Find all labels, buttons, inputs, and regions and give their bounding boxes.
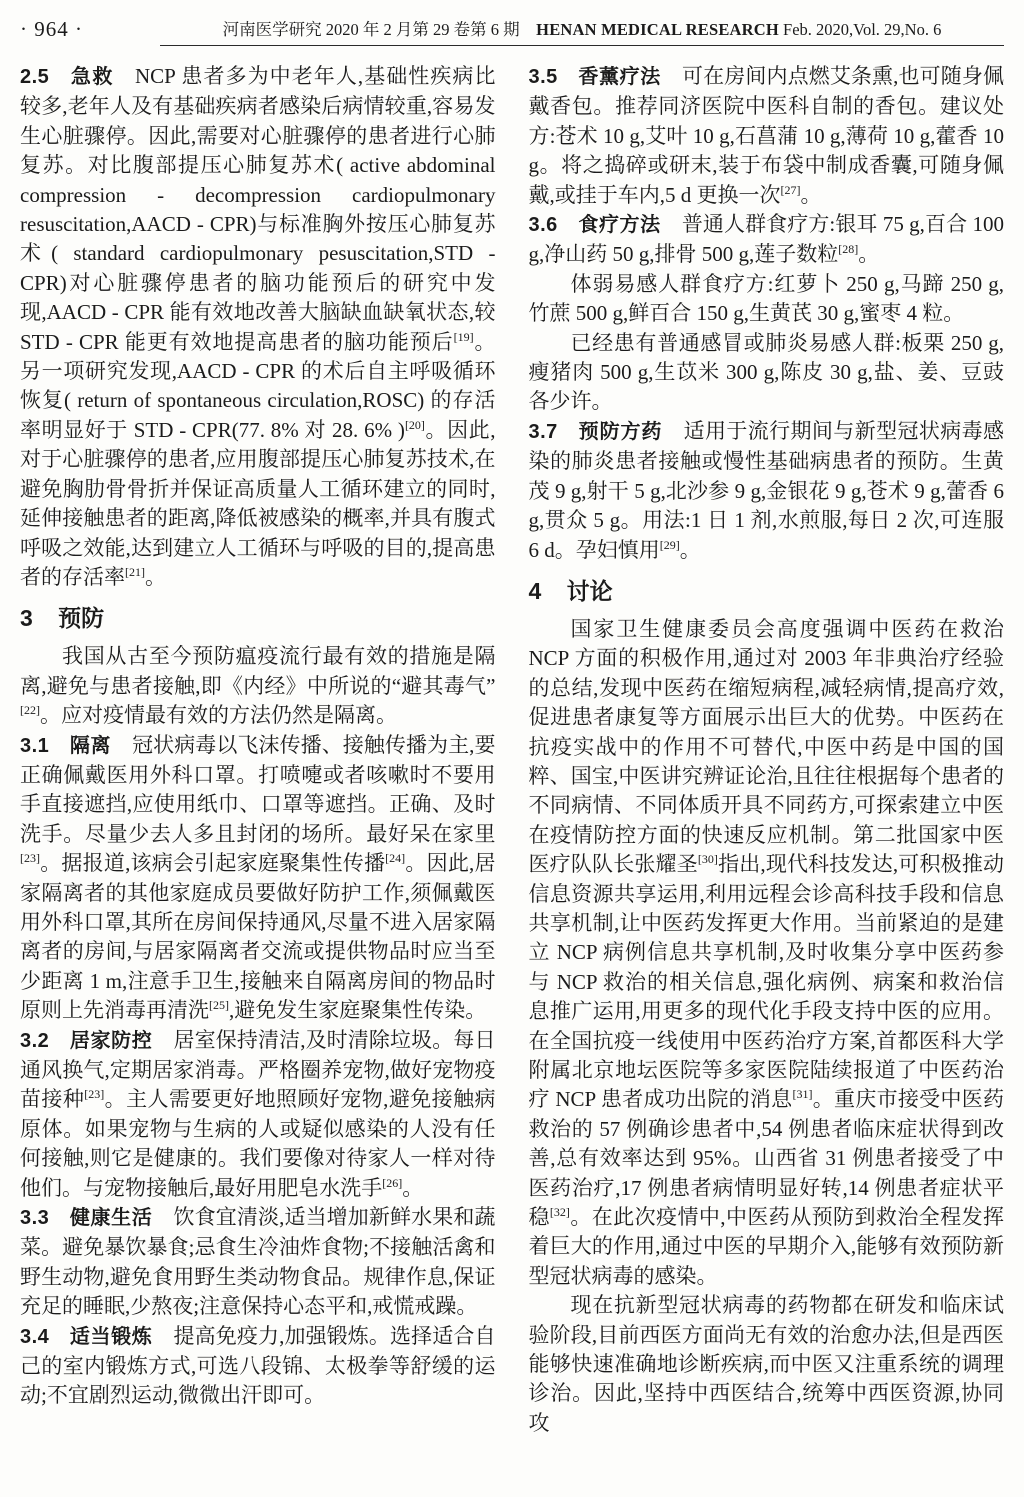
subsection-heading: 3.2 居家防控 <box>20 1029 153 1052</box>
reference-marker: [24] <box>385 851 406 866</box>
journal-title-cn: 河南医学研究 2020 年 2 月第 29 卷第 6 期 <box>222 20 520 39</box>
reference-marker: [19] <box>453 329 474 344</box>
subsection-3.2: 3.2 居家防控 居室保持清洁,及时清除垃圾。每日通风换气,定期居家消毒。严格圈养宠物,做好宠物疫苗接种[23]。主人需要更好地照顾好宠物,避免接触病原体。如果宠物与生病的人或疑似感染的人没有任何接触,则它是健康的。我们要像对待家人一样对待他们。与宠物接触后,最好用肥皂水洗手[26]。 <box>20 1027 496 1200</box>
section-title: 讨论 <box>566 577 613 604</box>
subsection-3.3: 3.3 健康生活 饮食宜清淡,适当增加新鲜水果和蔬菜。避免暴饮暴食;忌食生冷油炸食物;不接触活禽和野生动物,避免食用野生类动物食品。规律作息,保证充足的睡眠,少熬夜;注意保持心态平和,戒慌戒躁。 <box>20 1205 496 1319</box>
subsection-heading: 3.5 香薰疗法 <box>528 66 661 88</box>
paragraph: 国家卫生健康委员会高度强调中医药在救治 NCP 方面的积极作用,通过对 2003 年非典治疗经验的总结,发现中医药在缩短病程,减轻病情,提高疗效,促进患者康复等方面展示出巨大的优势。中医药在抗疫实战中的作用不可替代,中医中药是中国的国粹、国宝,中医讲究辨证论治,且往往根据每个患者的不同病情、不同体质开具不同药方,可探索建立中医在疫情防控方面的快速反应机制。第二批国家中医医疗队队长张耀圣[30]指出,现代科技发达,可积极推动信息资源共享运用,利用远程会诊高科技手段和信息共享机制,让中医药发挥更大作用。当前紧迫的是建立 NCP 病例信息共享机制,及时收集分享中医药参与 NCP 救治的相关信息,强化病例、病案和救治信息推广运用,用更多的现代化手段支持中医的应用。在全国抗疫一线使用中医药治疗方案,首都医科大学附属北京地坛医院等多家医院陆续报道了中医药治疗 NCP 患者成功出院的消息[31]。重庆市接受中医药救治的 57 例确诊患者中,54 例患者临床症状得到改善,总有效率达到 95%。山西省 31 例患者接受了中医药治疗,17 例患者病情明显好转,14 例患者症状平稳[32]。在此次疫情中,中医药从预防到救治全程发挥着巨大的作用,通过中医的早期介入,能够有效预防新型冠状病毒的感染。 <box>528 616 1005 1288</box>
subsection-heading: 2.5 急救 <box>20 66 114 88</box>
subsection-3.5: 3.5 香薰疗法 可在房间内点燃艾条熏,也可随身佩戴香包。推荐同济医院中医科自制的香包。建议处方:苍术 10 g,艾叶 10 g,石菖蒲 10 g,薄荷 10 g,藿香 10 g。将之捣碎或研末,装于布袋中制成香囊,可随身佩戴,或挂于车内,5 d 更换一次[27]。 <box>528 64 1004 207</box>
reference-marker: [30] <box>697 852 718 867</box>
reference-marker: [23] <box>84 1087 105 1102</box>
journal-issue-en: Feb. 2020,Vol. 29,No. 6 <box>783 20 942 39</box>
reference-marker: [25] <box>209 998 229 1013</box>
subsection-heading: 3.1 隔离 <box>20 734 112 757</box>
reference-marker: [22] <box>20 703 40 718</box>
subsection-heading: 3.4 适当锻炼 <box>20 1325 153 1348</box>
reference-marker: [29] <box>659 537 680 552</box>
reference-marker: [21] <box>125 564 145 579</box>
reference-marker: [28] <box>838 242 859 257</box>
paragraph: 体弱易感人群食疗方:红萝卜 250 g,马蹄 250 g,竹蔗 500 g,鲜百合 150 g,生黄芪 30 g,蜜枣 4 粒。 <box>528 271 1004 326</box>
subsection-heading: 3.6 食疗方法 <box>528 214 661 237</box>
reference-marker: [23] <box>20 851 40 866</box>
section-number: 4 <box>528 577 542 604</box>
subsection-heading: 3.3 健康生活 <box>20 1207 153 1230</box>
reference-marker: [31] <box>792 1087 813 1102</box>
reference-marker: [26] <box>382 1175 403 1190</box>
article-body <box>20 62 1004 1438</box>
subsection-3.1: 3.1 隔离 冠状病毒以飞沫传播、接触传播为主,要正确佩戴医用外科口罩。打喷嚏或者咳嗽时不要用手直接遮挡,应使用纸巾、口罩等遮挡。正确、及时洗手。尽量少去人多且封闭的场所。最好呆在家里[23]。据报道,该病会引起家庭聚集性传播[24]。因此,居家隔离者的其他家庭成员要做好防护工作,须佩戴医用外科口罩,其所在房间保持通风,尽量不进入居家隔离者的房间,与居家隔离者交流或提供物品时应当至少距离 1 m,注意手卫生,接触来自隔离房间的物品时原则上先消毒再清洗[25],避免发生家庭聚集性传染。 <box>20 732 496 1023</box>
section-heading-3 <box>20 603 496 633</box>
subsection-3.4: 3.4 适当锻炼 提高免疫力,加强锻炼。选择适合自己的室内锻炼方式,可选八段锦、太极拳等舒缓的运动;不宜剧烈运动,微微出汗即可。 <box>20 1323 496 1408</box>
subsection-2.5: 2.5 急救 NCP 患者多为中老年人,基础性疾病比较多,老年人及有基础疾病者感染后病情较重,容易发生心脏骤停。因此,需要对心脏骤停的患者进行心肺复苏。对比腹部提压心肺复苏术( active abdominal compression - decompression cardiopulmonary resuscitation,AACD - CPR)与标准胸外按压心肺复苏术( standard cardiopulmonary pesuscitation,STD - CPR)对心脏骤停患者的脑功能预后的研究中发现,AACD - CPR 能有效地改善大脑缺血缺氧状态,较 STD - CPR 能更有效地提高患者的脑功能预后[19]。另一项研究发现,AACD - CPR 的术后自主呼吸循环恢复( return of spontaneous circulation,ROSC) 的存活率明显好于 STD - CPR(77. 8% 对 28. 6% )[20]。因此,对于心脏骤停的患者,应用腹部提压心肺复苏技术,在避免胸肋骨骨折并保证高质量人工循环建立的同时,延伸接触患者的距离,降低被感染的概率,并具有腹式呼吸之效能,达到建立人工循环与呼吸的目的,提高患者的存活率[21]。 <box>20 64 496 589</box>
section-title: 预防 <box>58 605 105 632</box>
subsection-3.7: 3.7 预防方药 适用于流行期间与新型冠状病毒感染的肺炎患者接触或慢性基础病患者的预防。生黄茂 9 g,射干 5 g,北沙参 9 g,金银花 9 g,苍术 9 g,蕾香 6 g,贯众 5 g。用法:1 日 1 剂,水煎服,每日 2 次,可连服 6 d。孕妇慎用[29]。 <box>528 418 1004 562</box>
left-column <box>20 62 496 1438</box>
paragraph: 已经患有普通感冒或肺炎易感人群:板栗 250 g,瘦猪肉 500 g,生苡米 300 g,陈皮 30 g,盐、姜、豆豉各少许。 <box>528 330 1004 414</box>
reference-marker: [20] <box>404 417 425 432</box>
paragraph: 现在抗新型冠状病毒的药物都在研发和临床试验阶段,目前西医方面尚无有效的治愈办法,但是西医能够快速准确地诊断疾病,而中医又注重系统的调理诊治。因此,坚持中西医结合,统筹中西医资源,协同攻 <box>528 1293 1004 1435</box>
page-number: · 964 · <box>20 17 83 41</box>
section-number: 3 <box>20 605 33 632</box>
reference-marker: [32] <box>549 1205 570 1220</box>
subsection-3.6: 3.6 食疗方法 普通人群食疗方:银耳 75 g,百合 100 g,净山药 50 g,排骨 500 g,莲子数粒[28]。 <box>528 212 1004 267</box>
section-heading-4 <box>529 576 1005 606</box>
page-header <box>20 16 1004 46</box>
right-column <box>529 62 1005 1438</box>
reference-marker: [27] <box>780 182 801 197</box>
paragraph: 我国从古至今预防瘟疫流行最有效的措施是隔离,避免与患者接触,即《内经》中所说的“避其毒气”[22]。应对疫情最有效的方法仍然是隔离。 <box>20 644 496 728</box>
journal-title-en: HENAN MEDICAL RESEARCH <box>536 20 779 39</box>
subsection-heading: 3.7 预防方药 <box>528 420 663 443</box>
journal-title-line <box>160 16 1004 46</box>
